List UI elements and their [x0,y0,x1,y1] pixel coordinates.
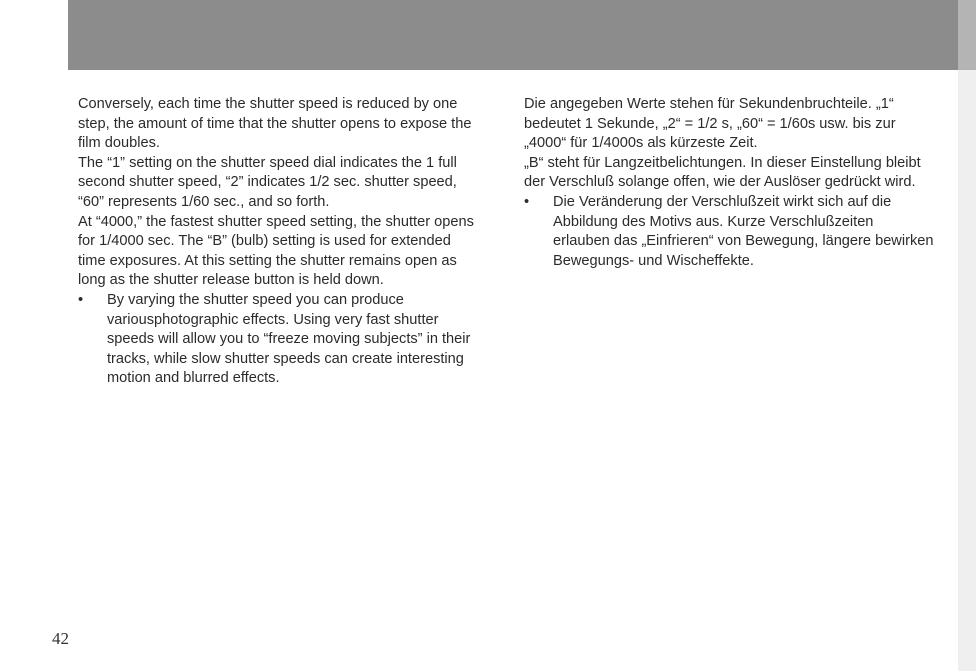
bullet-marker: • [524,193,530,210]
english-paragraph-2: The “1” setting on the shutter speed dial indicates the 1 full second shutter speed, “2” indicates 1/2 sec. shutter speed, “60” represents 1/60 sec., and so forth. [78,154,457,210]
german-bullet-text: Die Veränderung der Verschlußzeit wirkt sich auf die Abbildung des Motivs aus. Kurze Verschlußzeiten erlauben das „Einfrieren“ von Bewegung, längere bewirken Bewegungs- und Wischeffekte. [553,193,934,269]
header-band [68,0,958,70]
page-edge-strip-top [958,0,976,70]
german-bullet-item [524,193,934,271]
english-column [78,95,478,389]
english-paragraph-1: Conversely, each time the shutter speed is reduced by one step, the amount of time that the shutter opens to expose the film doubles. [78,96,472,152]
bullet-marker: • [78,291,84,308]
page-edge-strip [958,0,976,671]
english-bullet-text: By varying the shutter speed you can produce variousphotographic effects. Using very fast shutter speeds will allow you to “freeze moving subjects” in their tracks, while slow shutter speeds can create interesting motion and blurred effects. [107,291,471,387]
english-bullet-item [78,291,478,389]
page-number: 42 [52,629,69,648]
german-column [524,95,934,271]
english-paragraph-3: At “4000,” the fastest shutter speed setting, the shutter opens for 1/4000 sec. The “B” (bulb) setting is used for extended time exposures. At this setting the shutter remains open as long as the shutter release button is held down. [78,213,474,289]
german-paragraph-2: „B“ steht für Langzeitbelichtungen. In dieser Einstellung bleibt der Verschluß solange offen, wie der Auslöser gedrückt wird. [524,154,921,191]
german-paragraph-1: Die angegeben Werte stehen für Sekundenbruchteile. „1“ bedeutet 1 Sekunde, „2“ = 1/2 s, „60“ = 1/60s usw. bis zur „4000“ für 1/4000s als kürzeste Zeit. [524,96,896,152]
